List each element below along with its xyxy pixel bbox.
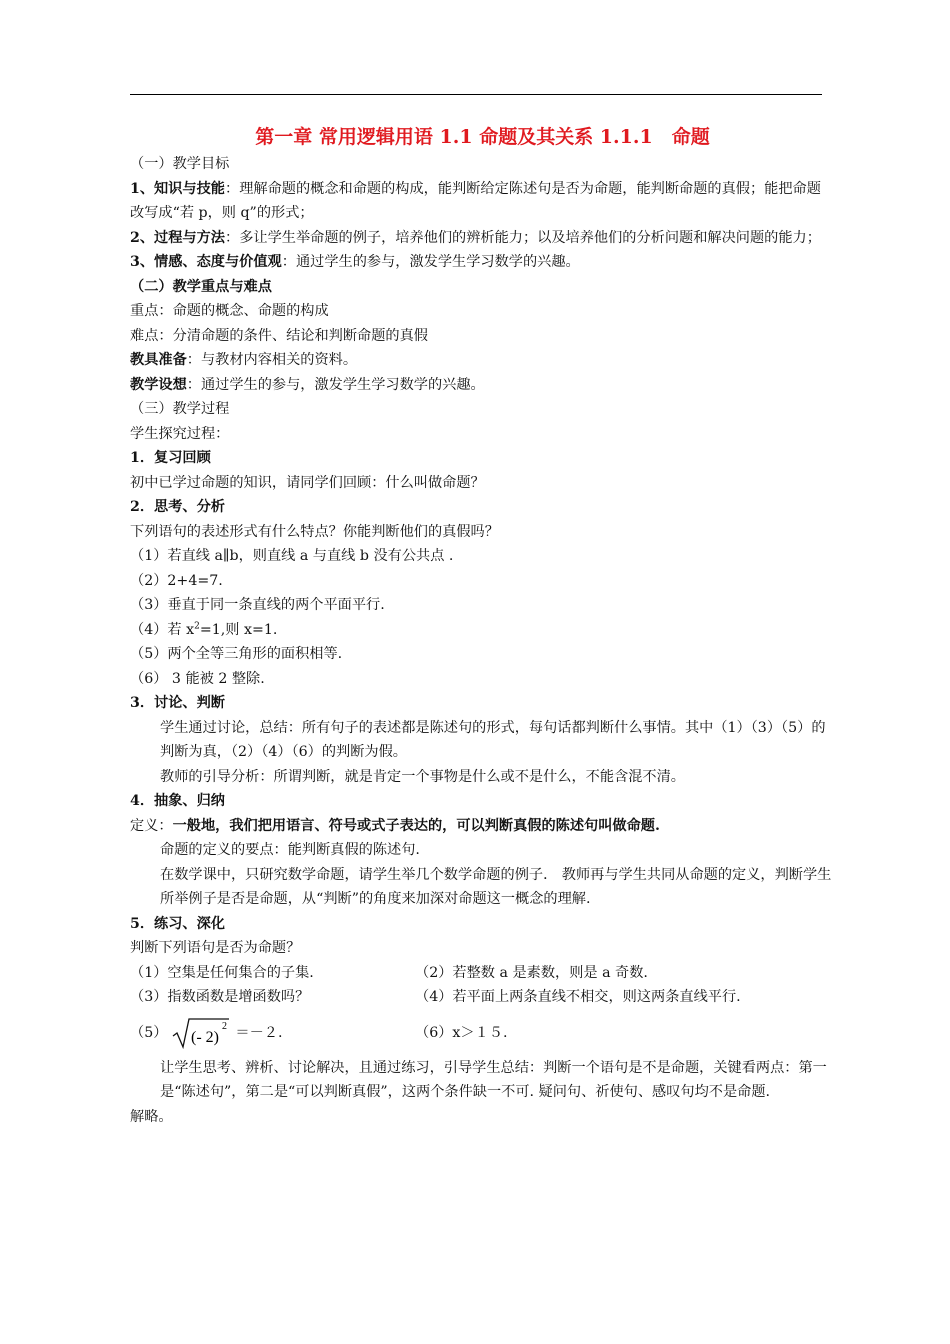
sqrt-expression <box>171 1016 231 1050</box>
heading-abstract: 4．抽象、归纳 <box>130 793 225 809</box>
definition-key: 命题的定义的要点：能判断真假的陈述句. <box>160 842 420 858</box>
list-item: （5）两个全等三角形的面积相等. <box>130 646 343 662</box>
list-item: （2）2+4=7. <box>130 572 223 589</box>
exercise-item: （2）若整数 a 是素数，则是 a 奇数. <box>415 964 648 981</box>
goal-2: 2、过程与方法：多让学生举命题的例子，培养他们的辨析能力；以及培养他们的分析问题和解决问题的能力； <box>130 229 821 246</box>
heading-discuss: 3．讨论、判断 <box>130 695 225 711</box>
summary-text: 让学生思考、辨析、讨论解决，且通过练习，引导学生总结：判断一个语句是不是命题，关键看两点：第一是“陈述句”，第二是“可以判断真假”，这两个条件缺一不可. 疑问句、祈使句、感叹句均不是命题. <box>160 1059 827 1100</box>
think-text: 下列语句的表述形式有什么特点？你能判断他们的真假吗？ <box>130 523 499 540</box>
teaching-idea: 教学设想：通过学生的参与，激发学生学习数学的兴趣。 <box>130 376 485 393</box>
document-body <box>130 122 835 1129</box>
section-key-points: （二）教学重点与难点 <box>130 278 272 295</box>
exercise-item: （3）指数函数是增函数吗？ <box>130 989 310 1005</box>
solution-note: 解略。 <box>130 1108 173 1125</box>
process-intro: 学生探究过程： <box>130 425 230 442</box>
list-item: （6） 3 能被 2 整除. <box>130 670 265 687</box>
key-point: 重点：命题的概念、命题的构成 <box>130 303 329 319</box>
goal-3: 3、情感、态度与价值观：通过学生的参与，激发学生学习数学的兴趣。 <box>130 254 580 270</box>
list-item: （4）若 $x^2=1$,则 x=1. <box>130 620 278 638</box>
teaching-tools: 教具准备：与教材内容相关的资料。 <box>130 352 358 368</box>
page-title: 第一章 常用逻辑用语 1.1 命题及其关系 1.1.1 命题 <box>255 126 710 148</box>
section-goals: （一）教学目标 <box>130 156 230 172</box>
goal-1: 1、知识与技能：理解命题的概念和命题的构成，能判断给定陈述句是否为命题，能判断命题的真假；能把命题改写成“若 p，则 q”的形式； <box>130 180 821 221</box>
heading-practice: 5．练习、深化 <box>130 915 225 932</box>
definition: 定义：一般地，我们把用语言、符号或式子表达的，可以判断真假的陈述句叫做命题. <box>130 817 660 834</box>
exercise-item: （1）空集是任何集合的子集. <box>130 964 314 981</box>
review-text: 初中已学过命题的知识，请同学们回顾：什么叫做命题？ <box>130 474 485 491</box>
list-item: （3）垂直于同一条直线的两个平面平行. <box>130 597 385 613</box>
practice-text: 判断下列语句是否为命题？ <box>130 940 301 956</box>
svg-text:2: 2 <box>222 1020 228 1032</box>
exercise-item: （4）若平面上两条直线不相交，则这两条直线平行. <box>415 989 741 1005</box>
heading-review: 1．复习回顾 <box>130 450 211 466</box>
exercise-item: （5） (- 2) 2 ＝－２. <box>130 1003 415 1063</box>
exercise-row <box>130 961 835 986</box>
list-item: （1）若直线 a∥b，则直线 a 与直线 b 没有公共点 . <box>130 548 454 564</box>
heading-think: 2．思考、分析 <box>130 499 225 515</box>
definition-discussion: 在数学课中，只研究数学命题，请学生举几个数学命题的例子． 教师再与学生共同从命题的定义，判断学生所举例子是否是命题，从“判断”的角度来加深对命题这一概念的理解. <box>160 866 832 907</box>
exercise-row <box>130 1010 835 1056</box>
teacher-analysis: 教师的引导分析：所谓判断，就是肯定一个事物是什么或不是什么，不能含混不清。 <box>160 768 685 785</box>
header-rule <box>130 94 822 95</box>
exercise-item: （6）x＞１５. <box>415 1024 508 1041</box>
discuss-text: 学生通过讨论，总结：所有句子的表述都是陈述句的形式，每句话都判断什么事情。其中（1）（3）（5）的判断为真，（2）（4）（6）的判断为假。 <box>160 719 826 760</box>
difficult-point: 难点：分清命题的条件、结论和判断命题的真假 <box>130 327 428 344</box>
section-process: （三）教学过程 <box>130 401 230 417</box>
svg-text:(- 2): (- 2) <box>191 1028 220 1046</box>
